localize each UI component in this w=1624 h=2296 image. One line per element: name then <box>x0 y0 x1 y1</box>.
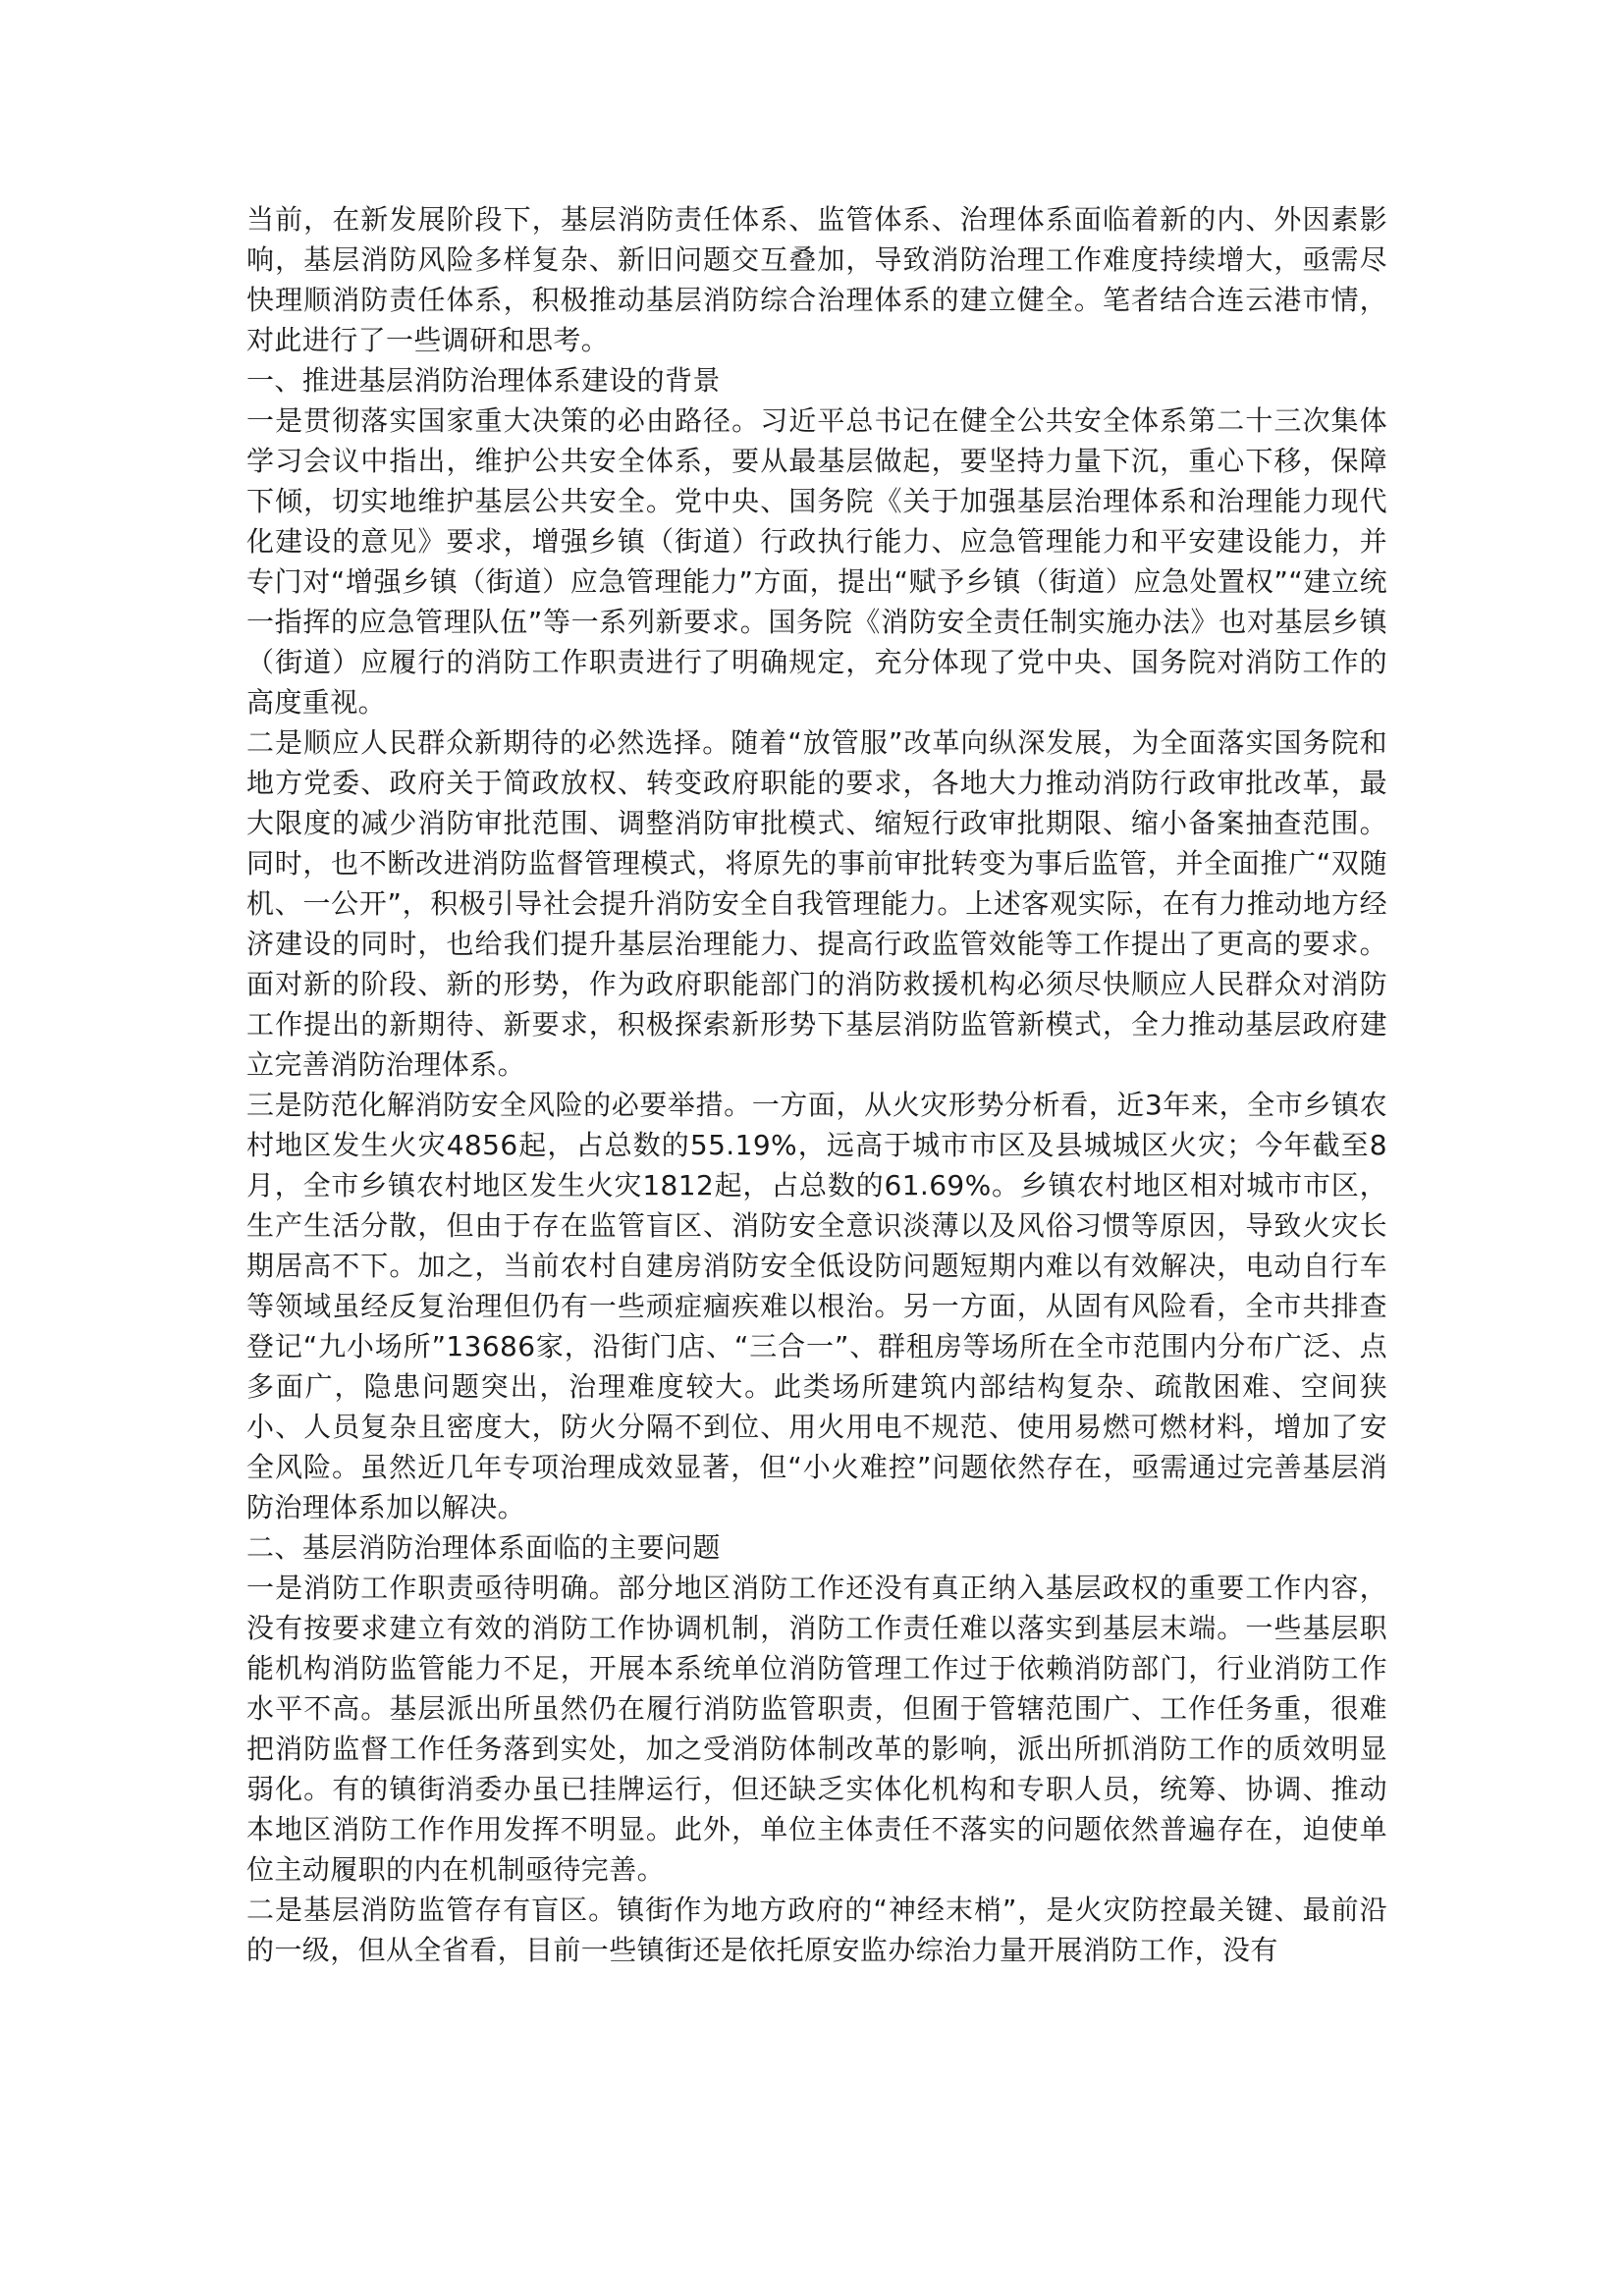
problems-paragraph-1: 一是消防工作职责亟待明确。部分地区消防工作还没有真正纳入基层政权的重要工作内容，没有按要求建立有效的消防工作协调机制，消防工作责任难以落实到基层末端。一些基层职能机构消防监管能力不足，开展本系统单位消防管理工作过于依赖消防部门，行业消防工作水平不高。基层派出所虽然仍在履行消防监管职责，但囿于管辖范围广、工作任务重，很难把消防监督工作任务落到实处，加之受消防体制改革的影响，派出所抓消防工作的质效明显弱化。有的镇街消委办虽已挂牌运行，但还缺乏实体化机构和专职人员，统筹、协调、推动本地区消防工作作用发挥不明显。此外，单位主体责任不落实的问题依然普遍存在，迫使单位主动履职的内在机制亟待完善。 <box>246 1572 1387 1886</box>
document-page <box>246 199 1387 1970</box>
background-paragraph-2: 二是顺应人民群众新期待的必然选择。随着“放管服”改革向纵深发展，为全面落实国务院和地方党委、政府关于简政放权、转变政府职能的要求，各地大力推动消防行政审批改革，最大限度的减少消防审批范围、调整消防审批模式、缩短行政审批期限、缩小备案抽查范围。同时，也不断改进消防监督管理模式，将原先的事前审批转变为事后监管，并全面推广“双随机、一公开”，积极引导社会提升消防安全自我管理能力。上述客观实际，在有力推动地方经济建设的同时，也给我们提升基层治理能力、提高行政监管效能等工作提出了更高的要求。面对新的阶段、新的形势，作为政府职能部门的消防救援机构必须尽快顺应人民群众对消防工作提出的新期待、新要求，积极探索新形势下基层消防监管新模式，全力推动基层政府建立完善消防治理体系。 <box>246 726 1387 1081</box>
background-paragraph-3: 三是防范化解消防安全风险的必要举措。一方面，从火灾形势分析看，近3年来，全市乡镇农村地区发生火灾4856起，占总数的55.19%，远高于城市市区及县城城区火灾；今年截至8月，全市乡镇农村地区发生火灾1812起，占总数的61.69%。乡镇农村地区相对城市市区，生产生活分散，但由于存在监管盲区、消防安全意识淡薄以及风俗习惯等原因，导致火灾长期居高不下。加之，当前农村自建房消防安全低设防问题短期内难以有效解决，电动自行车等领域虽经反复治理但仍有一些顽症痼疾难以根治。另一方面，从固有风险看，全市共排查登记“九小场所”13686家，沿街门店、“三合一”、群租房等场所在全市范围内分布广泛、点多面广，隐患问题突出，治理难度较大。此类场所建筑内部结构复杂、疏散困难、空间狭小、人员复杂且密度大，防火分隔不到位、用火用电不规范、使用易燃可燃材料，增加了安全风险。虽然近几年专项治理成效显著，但“小火难控”问题依然存在，亟需通过完善基层消防治理体系加以解决。 <box>246 1089 1387 1523</box>
problems-paragraph-2: 二是基层消防监管存有盲区。镇街作为地方政府的“神经末梢”，是火灾防控最关键、最前沿的一级，但从全省看，目前一些镇街还是依托原安监办综治力量开展消防工作，没有 <box>246 1894 1387 1966</box>
intro-paragraph: 当前，在新发展阶段下，基层消防责任体系、监管体系、治理体系面临着新的内、外因素影响，基层消防风险多样复杂、新旧问题交互叠加，导致消防治理工作难度持续增大，亟需尽快理顺消防责任体系，积极推动基层消防综合治理体系的建立健全。笔者结合连云港市情，对此进行了一些调研和思考。 <box>246 203 1387 356</box>
background-paragraph-1: 一是贯彻落实国家重大决策的必由路径。习近平总书记在健全公共安全体系第二十三次集体学习会议中指出，维护公共安全体系，要从最基层做起，要坚持力量下沉，重心下移，保障下倾，切实地维护基层公共安全。党中央、国务院《关于加强基层治理体系和治理能力现代化建设的意见》要求，增强乡镇（街道）行政执行能力、应急管理能力和平安建设能力，并专门对“增强乡镇（街道）应急管理能力”方面，提出“赋予乡镇（街道）应急处置权”“建立统一指挥的应急管理队伍”等一系列新要求。国务院《消防安全责任制实施办法》也对基层乡镇（街道）应履行的消防工作职责进行了明确规定，充分体现了党中央、国务院对消防工作的高度重视。 <box>246 404 1387 719</box>
section-heading-background: 一、推进基层消防治理体系建设的背景 <box>246 364 721 397</box>
section-heading-problems: 二、基层消防治理体系面临的主要问题 <box>246 1531 721 1564</box>
